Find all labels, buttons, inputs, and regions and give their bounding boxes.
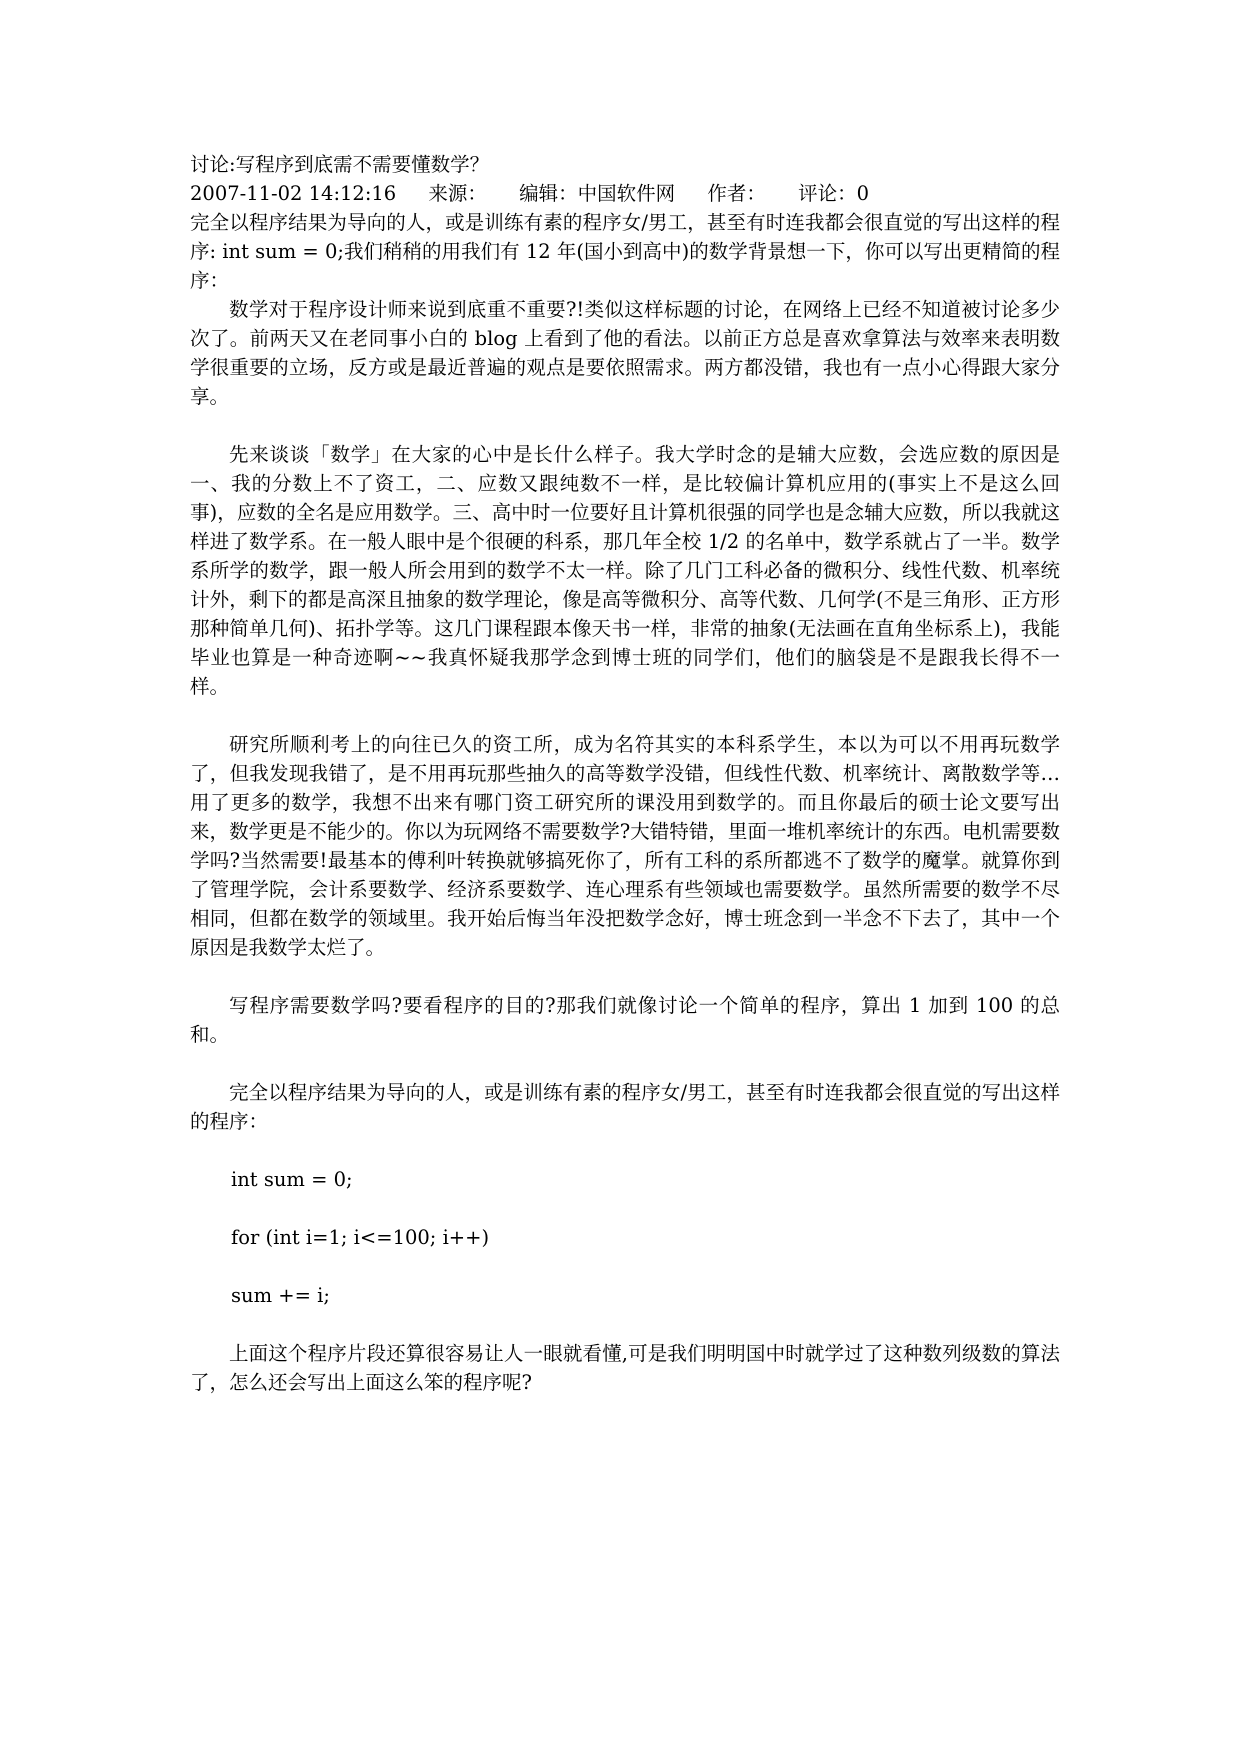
body-paragraph-5: 完全以程序结果为导向的人，或是训练有素的程序女/男工，甚至有时连我都会很直觉的写出这样的程序： <box>190 1081 1060 1133</box>
paragraph-spacer <box>190 1049 1060 1078</box>
article <box>190 150 1060 1397</box>
paragraph-spacer <box>190 701 1060 730</box>
paragraph-spacer <box>190 1136 1060 1165</box>
source-label: 来源： <box>428 182 487 205</box>
paragraph-spacer <box>190 1252 1060 1281</box>
code-line-1: int sum = 0; <box>231 1168 353 1191</box>
editor-label: 编辑：中国软件网 <box>519 182 676 205</box>
paragraph-spacer <box>190 1194 1060 1223</box>
body-paragraph-3: 研究所顺利考上的向往已久的资工所，成为名符其实的本科系学生，本以为可以不用再玩数学了，但我发现我错了，是不用再玩那些抽久的高等数学没错，但线性代数、机率统计、离散数学等…用了更多的数学，我想不出来有哪门资工研究所的课没用到数学的。而且你最后的硕士论文要写出来，数学更是不能少的。你以为玩网络不需要数学?大错特错，里面一堆机率统计的东西。电机需要数学吗?当然需要!最基本的傅利叶转换就够搞死你了，所有工科的系所都逃不了数学的魔掌。就算你到了管理学院，会计系要数学、经济系要数学、连心理系有些领域也需要数学。虽然所需要的数学不尽相同，但都在数学的领域里。我开始后悔当年没把数学念好，博士班念到一半念不下去了，其中一个原因是我数学太烂了。 <box>190 733 1060 959</box>
paragraph-spacer <box>190 1310 1060 1339</box>
body-paragraph-4: 写程序需要数学吗?要看程序的目的?那我们就像讨论一个简单的程序，算出 1 加到 100 的总和。 <box>190 994 1060 1046</box>
author-label: 作者： <box>707 182 766 205</box>
intro-paragraph: 完全以程序结果为导向的人，或是训练有素的程序女/男工，甚至有时连我都会很直觉的写出这样的程序: int sum = 0;我们稍稍的用我们有 12 年(国小到高中)的数学背景想一下，你可以写出更精简的程序： <box>190 211 1060 292</box>
body-paragraph-1: 数学对于程序设计师来说到底重不重要?!类似这样标题的讨论，在网络上已经不知道被讨论多少次了。前两天又在老同事小白的 blog 上看到了他的看法。以前正方总是喜欢拿算法与效率来表明数学很重要的立场，反方或是最近普遍的观点是要依照需求。两方都没错，我也有一点小心得跟大家分享。 <box>190 298 1060 408</box>
closing-paragraph: 上面这个程序片段还算很容易让人一眼就看懂,可是我们明明国中时就学过了这种数列级数的算法了，怎么还会写出上面这么笨的程序呢? <box>190 1342 1060 1394</box>
paragraph-spacer <box>190 962 1060 991</box>
publish-datetime: 2007-11-02 14:12:16 <box>190 182 397 205</box>
code-line-3: sum += i; <box>231 1284 330 1307</box>
article-meta <box>190 179 1060 208</box>
code-line-2: for (int i=1; i<=100; i++) <box>231 1226 490 1249</box>
body-paragraph-2: 先来谈谈「数学」在大家的心中是长什么样子。我大学时念的是辅大应数，会选应数的原因是一、我的分数上不了资工，二、应数又跟纯数不一样，是比较偏计算机应用的(事实上不是这么回事)，应数的全名是应用数学。三、高中时一位要好且计算机很强的同学也是念辅大应数，所以我就这样进了数学系。在一般人眼中是个很硬的科系，那几年全校 1/2 的名单中，数学系就占了一半。数学系所学的数学，跟一般人所会用到的数学不太一样。除了几门工科必备的微积分、线性代数、机率统计外，剩下的都是高深且抽象的数学理论，像是高等微积分、高等代数、几何学(不是三角形、正方形那种简单几何)、拓扑学等。这几门课程跟本像天书一样，非常的抽象(无法画在直角坐标系上)，我能毕业也算是一种奇迹啊~~我真怀疑我那学念到博士班的同学们，他们的脑袋是不是跟我长得不一样。 <box>190 443 1060 698</box>
comment-count: 评论：0 <box>798 182 869 205</box>
article-title: 讨论:写程序到底需不需要懂数学？ <box>190 153 490 176</box>
paragraph-spacer <box>190 411 1060 440</box>
